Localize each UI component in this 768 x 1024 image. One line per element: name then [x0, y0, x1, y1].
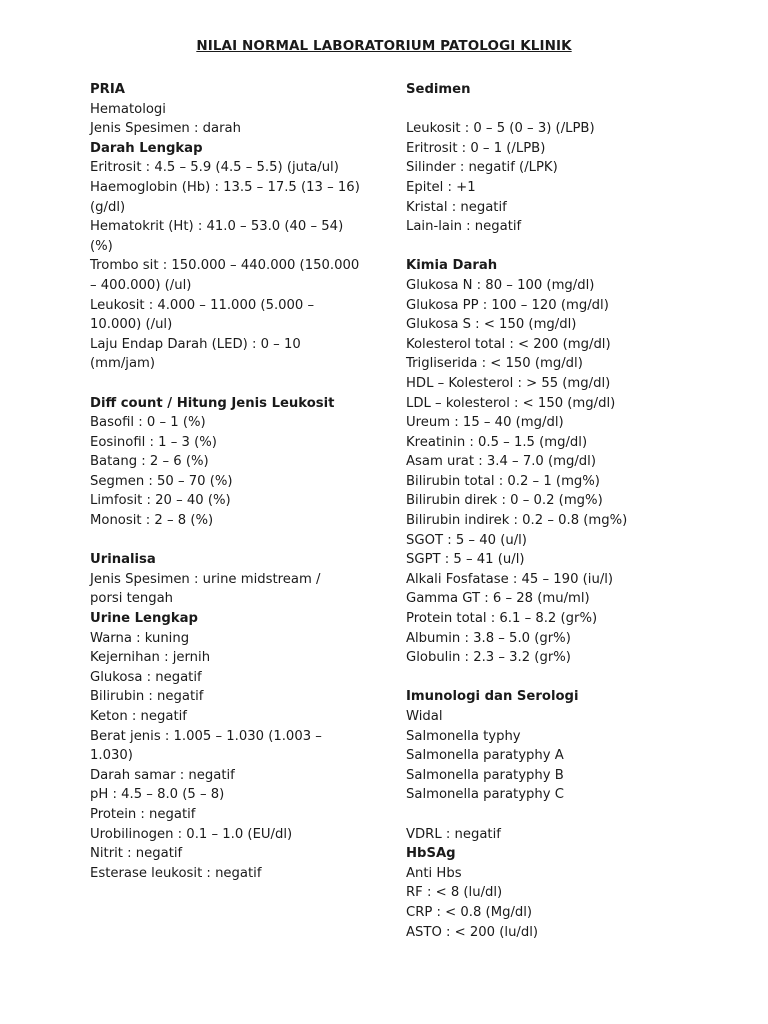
text-line: Bilirubin total : 0.2 – 1 (mg%)	[406, 473, 600, 489]
text-line: LDL – kolesterol : < 150 (mg/dl)	[406, 395, 616, 411]
text-line: Trigliserida : < 150 (mg/dl)	[406, 356, 583, 372]
text-line: Monosit : 2 – 8 (%)	[90, 513, 214, 529]
text-line: Warna : kuning	[90, 630, 190, 646]
text-line: Urobilinogen : 0.1 – 1.0 (EU/dl)	[90, 826, 293, 842]
text-line: 10.000) (/ul)	[90, 317, 173, 333]
text-line: Leukosit : 4.000 – 11.000 (5.000 –	[90, 297, 315, 313]
text-line: Kolesterol total : < 200 (mg/dl)	[406, 336, 611, 352]
text-line: Bilirubin indirek : 0.2 – 0.8 (mg%)	[406, 513, 628, 529]
text-line: Jenis Spesimen : darah	[90, 121, 241, 137]
text-line: Eritrosit : 4.5 – 5.9 (4.5 – 5.5) (juta/ul)	[90, 160, 339, 176]
text-line: Trombo sit : 150.000 – 440.000 (150.000	[90, 258, 360, 274]
text-line: SGPT : 5 – 41 (u/l)	[406, 552, 525, 568]
text-line: Hematokrit (Ht) : 41.0 – 53.0 (40 – 54)	[90, 219, 344, 235]
text-line: pH : 4.5 – 8.0 (5 – 8)	[90, 787, 225, 803]
section-heading: Diff count / Hitung Jenis Leukosit	[90, 395, 335, 411]
spacer	[406, 805, 706, 825]
text-line: Kejernihan : jernih	[90, 650, 211, 666]
text-line: Salmonella paratyphy A	[406, 748, 564, 764]
text-line: RF : < 8 (lu/dl)	[406, 885, 503, 901]
text-line: Lain-lain : negatif	[406, 219, 522, 235]
text-line: HDL – Kolesterol : > 55 (mg/dl)	[406, 375, 611, 391]
text-line: Bilirubin direk : 0 – 0.2 (mg%)	[406, 493, 603, 509]
text-line: Eritrosit : 0 – 1 (/LPB)	[406, 140, 546, 156]
text-line: Gamma GT : 6 – 28 (mu/ml)	[406, 591, 590, 607]
text-line: Keton : negatif	[90, 709, 187, 724]
text-line: (mm/jam)	[90, 356, 156, 372]
text-line: Silinder : negatif (/LPK)	[406, 160, 558, 176]
text-line: Salmonella typhy	[406, 728, 521, 744]
text-line: (%)	[90, 238, 113, 254]
text-line: Salmonella paratyphy B	[406, 767, 564, 783]
text-line: Glukosa N : 80 – 100 (mg/dl)	[406, 277, 595, 293]
text-line: Widal	[406, 709, 443, 724]
text-line: Nitrit : negatif	[90, 846, 183, 862]
text-line: Kristal : negatif	[406, 199, 507, 215]
left-column	[90, 80, 370, 883]
text-line: 1.030)	[90, 748, 133, 764]
page-title: NILAI NORMAL LABORATORIUM PATOLOGI KLINIK	[196, 38, 572, 54]
section-heading: Urine Lengkap	[90, 611, 198, 627]
section-heading: Kimia Darah	[406, 258, 498, 274]
text-line: VDRL : negatif	[406, 826, 501, 842]
text-line: Darah samar : negatif	[90, 767, 235, 783]
text-line: Batang : 2 – 6 (%)	[90, 454, 209, 470]
text-line: Segmen : 50 – 70 (%)	[90, 473, 233, 489]
text-line: Hematologi	[90, 101, 166, 117]
text-line: Ureum : 15 – 40 (mg/dl)	[406, 415, 564, 431]
text-line: Asam urat : 3.4 – 7.0 (mg/dl)	[406, 454, 596, 470]
text-line: Globulin : 2.3 – 3.2 (gr%)	[406, 650, 571, 666]
spacer	[406, 237, 706, 257]
text-line: Jenis Spesimen : urine midstream /	[90, 571, 321, 587]
text-line: Laju Endap Darah (LED) : 0 – 10	[90, 336, 301, 352]
text-line: Glukosa S : < 150 (mg/dl)	[406, 317, 577, 333]
section-heading: PRIA	[90, 82, 125, 97]
right-column	[406, 80, 706, 942]
spacer	[406, 100, 706, 120]
text-line: ASTO : < 200 (lu/dl)	[406, 924, 539, 940]
text-line: – 400.000) (/ul)	[90, 277, 192, 293]
section-heading: Darah Lengkap	[90, 140, 203, 156]
text-line: SGOT : 5 – 40 (u/l)	[406, 532, 527, 548]
text-line: Berat jenis : 1.005 – 1.030 (1.003 –	[90, 728, 322, 744]
text-line: Eosinofil : 1 – 3 (%)	[90, 434, 217, 450]
text-line: Kreatinin : 0.5 – 1.5 (mg/dl)	[406, 434, 588, 450]
text-line: Salmonella paratyphy C	[406, 787, 564, 803]
section-heading: HbSAg	[406, 846, 456, 862]
text-line: Basofil : 0 – 1 (%)	[90, 415, 206, 431]
spacer	[90, 531, 370, 551]
section-heading: Sedimen	[406, 82, 471, 97]
text-line: Bilirubin : negatif	[90, 689, 204, 705]
text-line: Glukosa : negatif	[90, 669, 202, 685]
text-line: Alkali Fosfatase : 45 – 190 (iu/l)	[406, 571, 614, 587]
text-line: Esterase leukosit : negatif	[90, 865, 262, 881]
text-line: Glukosa PP : 100 – 120 (mg/dl)	[406, 297, 609, 313]
text-line: Albumin : 3.8 – 5.0 (gr%)	[406, 630, 571, 646]
text-line: Epitel : +1	[406, 179, 476, 195]
spacer	[90, 374, 370, 394]
text-line: Protein total : 6.1 – 8.2 (gr%)	[406, 611, 598, 627]
text-line: Haemoglobin (Hb) : 13.5 – 17.5 (13 – 16)	[90, 179, 360, 195]
spacer	[406, 668, 706, 688]
text-line: porsi tengah	[90, 591, 174, 607]
text-line: Leukosit : 0 – 5 (0 – 3) (/LPB)	[406, 121, 595, 137]
text-line: (g/dl)	[90, 199, 126, 215]
section-heading: Imunologi dan Serologi	[406, 689, 579, 705]
section-heading: Urinalisa	[90, 552, 156, 568]
text-line: Protein : negatif	[90, 806, 196, 822]
text-line: CRP : < 0.8 (Mg/dl)	[406, 904, 533, 920]
text-line: Anti Hbs	[406, 865, 462, 881]
text-line: Limfosit : 20 – 40 (%)	[90, 493, 231, 509]
